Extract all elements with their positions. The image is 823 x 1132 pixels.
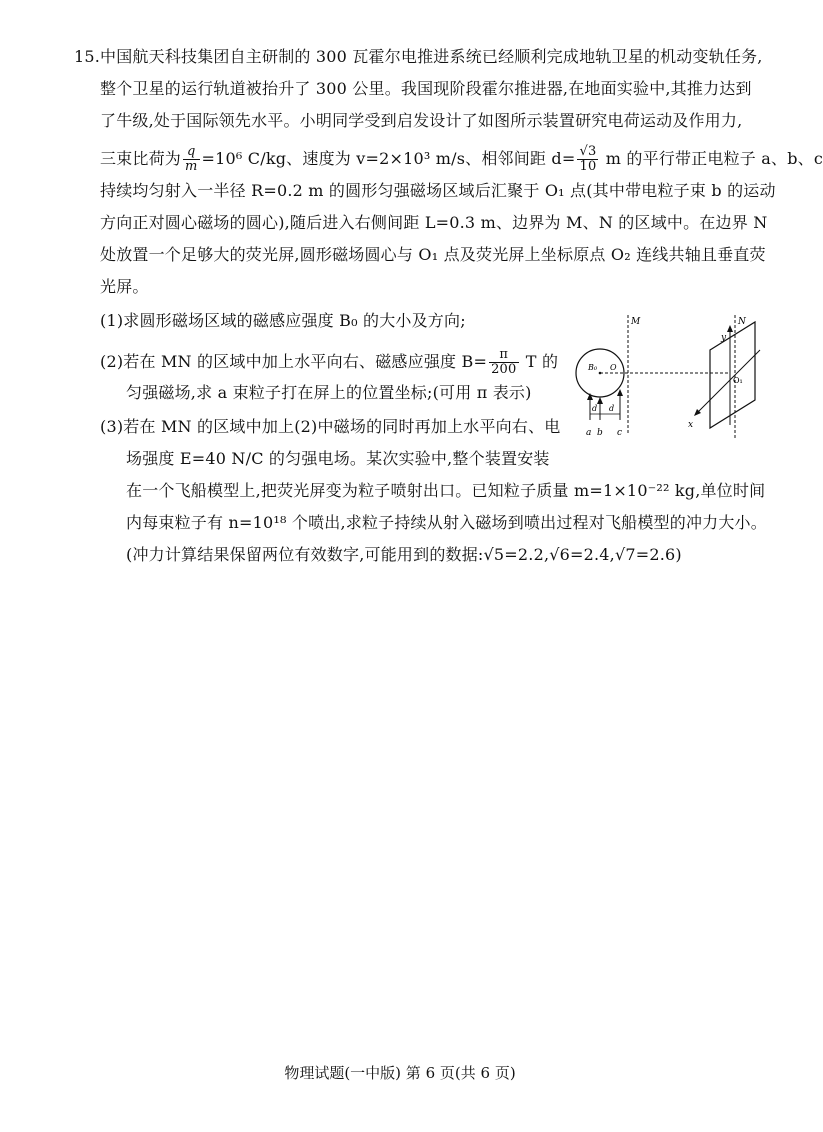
label-M: M: [631, 317, 641, 327]
intro-line-4: [100, 145, 823, 174]
rest-line-3: 处放置一个足够大的荧光屏,圆形磁场圆心与 O₁ 点及荧光屏上坐标原点 O₂ 连线共轴且垂直荧: [100, 245, 766, 264]
label-N: N: [738, 317, 746, 327]
apparatus-figure: [570, 310, 760, 445]
part-2-line-1: [100, 348, 558, 377]
part2-frac-den: 200: [491, 362, 517, 377]
intro-line-3: 了牛级,处于国际领先水平。小明同学受到启发设计了如图所示装置研究电荷运动及作用力,: [100, 111, 743, 130]
intro-line-2: 整个卫星的运行轨道被抬升了 300 公里。我国现阶段霍尔推进器,在地面实验中,其推力达到: [100, 79, 752, 98]
field-fraction: [489, 348, 518, 377]
part-2-line-2: 匀强磁场,求 a 束粒子打在屏上的位置坐标;(可用 π 表示): [126, 383, 532, 402]
rest-line-1: 持续均匀射入一半径 R=0.2 m 的圆形匀强磁场区域后汇聚于 O₁ 点(其中带电粒子束 b 的运动: [100, 181, 776, 200]
fluorescent-screen: [710, 322, 755, 428]
page-footer: 物理试题(一中版) 第 6 页(共 6 页): [284, 1064, 516, 1082]
circle-center-dot: [599, 372, 602, 375]
question-number: 15.: [74, 47, 101, 66]
y-arrow-icon: [727, 325, 733, 332]
label-O: O: [610, 363, 617, 372]
rest-line-2: 方向正对圆心磁场的圆心),随后进入右侧间距 L=0.3 m、边界为 M、N 的区域中。在边界 N: [100, 213, 768, 232]
beam-c-arrow-icon: [617, 389, 623, 396]
frac2-num: √3: [579, 144, 597, 159]
part2-text-a: (2)若在 MN 的区域中加上水平向右、磁感应强度 B=: [100, 352, 488, 371]
part-3-line-4: 内每束粒子有 n=10¹⁸ 个喷出,求粒子持续从射入磁场到喷出过程对飞船模型的冲力大小。: [126, 513, 767, 532]
label-d2: d: [609, 404, 615, 413]
line4-text-c: m 的平行带正电粒子 a、b、c: [600, 149, 823, 168]
label-c: c: [617, 428, 623, 438]
part-1: (1)求圆形磁场区域的磁感应强度 B₀ 的大小及方向;: [100, 311, 466, 330]
label-x: x: [688, 420, 694, 430]
rest-line-4: 光屏。: [100, 277, 149, 296]
spacing-fraction: [577, 145, 598, 174]
intro-line-1: 中国航天科技集团自主研制的 300 瓦霍尔电推进系统已经顺利完成地轨卫星的机动变轨任务,: [100, 47, 763, 66]
label-B0: B₀: [588, 363, 598, 372]
x-axis: [695, 350, 760, 415]
charge-mass-fraction: [183, 145, 200, 174]
label-y: y: [721, 333, 727, 343]
part-3-line-1: (3)若在 MN 的区域中加上(2)中磁场的同时再加上水平向右、电: [100, 417, 561, 436]
label-a: a: [586, 428, 592, 438]
part-3-line-5: (冲力计算结果保留两位有效数字,可能用到的数据:√5=2.2,√6=2.4,√7=2.6): [126, 545, 682, 564]
frac-num: q: [183, 145, 200, 160]
part-3-line-2: 场强度 E=40 N/C 的匀强电场。某次实验中,整个装置安装: [126, 449, 550, 468]
label-d1: d: [592, 404, 598, 413]
frac-den: m: [185, 159, 198, 174]
label-b: b: [597, 428, 603, 438]
part2-text-b: T 的: [520, 352, 559, 371]
beam-b-arrow-icon: [597, 397, 603, 404]
frac2-den: 10: [579, 159, 597, 174]
line4-text-a: 三束比荷为: [100, 149, 182, 168]
line4-text-b: =10⁶ C/kg、速度为 v=2×10³ m/s、相邻间距 d=: [201, 149, 576, 168]
label-O1-screen: O₁: [733, 376, 743, 385]
part2-frac-num: π: [489, 348, 518, 363]
part-3-line-3: 在一个飞船模型上,把荧光屏变为粒子喷射出口。已知粒子质量 m=1×10⁻²² kg,单位时间: [126, 481, 766, 500]
